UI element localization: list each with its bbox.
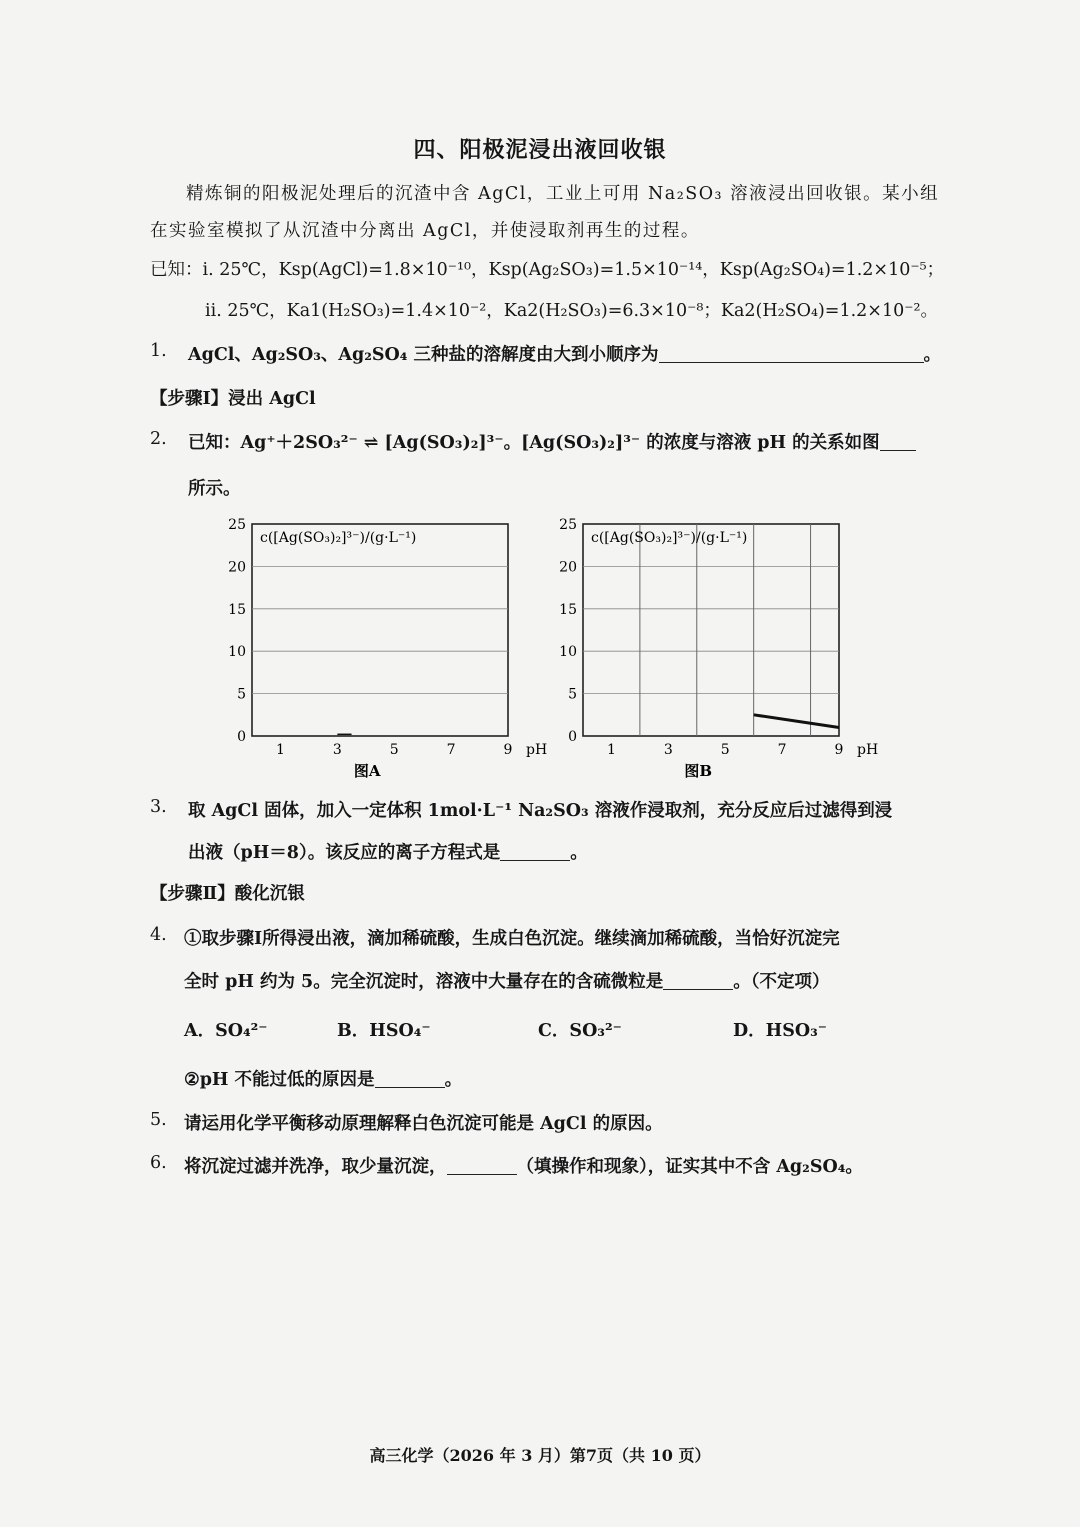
q1-number: 1.: [150, 341, 167, 361]
q1-text: [188, 341, 941, 366]
y-tick-label: 5: [568, 686, 577, 703]
y-axis-label: c([Ag(SO₃)₂]³⁻)/(g·L⁻¹): [591, 530, 748, 546]
q2-number: 2.: [150, 429, 167, 449]
x-tick-label: 3: [332, 742, 342, 758]
q6-answer-blank[interactable]: [447, 1156, 517, 1175]
q3-end: 。: [570, 843, 588, 863]
x-axis-label: pH: [857, 742, 879, 758]
q3-answer-blank[interactable]: [500, 842, 570, 861]
x-tick-label: 9: [503, 742, 513, 758]
q4-sub2-end: 。: [444, 1070, 463, 1090]
q2-text: [188, 429, 916, 454]
y-tick-label: 15: [228, 601, 246, 618]
option-a[interactable]: A．SO₄²⁻: [184, 1021, 268, 1041]
q4-text-2-wrap: [184, 968, 829, 993]
x-tick-label: 1: [275, 742, 285, 758]
step-2-heading: 【步骤Ⅱ】酸化沉银: [150, 884, 305, 904]
x-tick-label: 5: [389, 742, 399, 758]
q2-text-2: 所示。: [188, 479, 241, 499]
option-d[interactable]: D．HSO₃⁻: [733, 1021, 827, 1041]
y-axis-label: c([Ag(SO₃)₂]³⁻)/(g·L⁻¹): [260, 530, 417, 546]
figure-title: 图A: [353, 762, 381, 780]
y-tick-label: 20: [559, 559, 577, 576]
intro-line-2: 在实验室模拟了从沉渣中分离出 AgCl，并使浸取剂再生的过程。: [150, 221, 700, 241]
x-tick-label: 3: [663, 742, 673, 758]
q3-text-2-wrap: [188, 839, 588, 864]
q3-text: 取 AgCl 固体，加入一定体积 1mol·L⁻¹ Na₂SO₃ 溶液作浸取剂，充分反应后过滤得到浸: [188, 801, 893, 821]
q4-answer-blank[interactable]: [663, 971, 733, 990]
x-tick-label: 9: [834, 742, 844, 758]
q6-number: 6.: [150, 1153, 167, 1173]
step-1-heading: 【步骤Ⅰ】浸出 AgCl: [150, 389, 316, 409]
x-axis-label: pH: [526, 742, 548, 758]
q1-answer-blank[interactable]: [659, 344, 924, 363]
known-ii: ii. 25℃，Ka1(H₂SO₃)=1.4×10⁻²，Ka2(H₂SO₃)=6.3×10⁻⁸；Ka2(H₂SO₄)=1.2×10⁻²。: [205, 301, 938, 321]
option-b[interactable]: B．HSO₄⁻: [337, 1021, 431, 1041]
option-c[interactable]: C．SO₃²⁻: [538, 1021, 622, 1041]
y-tick-label: 15: [559, 601, 577, 618]
q1-end: 。: [923, 345, 942, 365]
plot-frame: [583, 524, 839, 736]
q6-end: （填操作和现象），证实其中不含 Ag₂SO₄。: [516, 1157, 863, 1177]
q1-stem: AgCl、Ag₂SO₃、Ag₂SO₄ 三种盐的溶解度由大到小顺序为: [188, 345, 659, 365]
q2-stem: 已知：Ag⁺＋2SO₃²⁻ ⇌ [Ag(SO₃)₂]³⁻。[Ag(SO₃)₂]³⁻ 的浓度与溶液 pH 的关系如图: [188, 433, 880, 453]
chart-figure-b: [553, 512, 893, 782]
q4-sub2-answer-blank[interactable]: [375, 1069, 445, 1088]
q4-stem-2-end: 。（不定项）: [733, 972, 830, 992]
q3-number: 3.: [150, 797, 167, 817]
x-tick-label: 5: [720, 742, 730, 758]
q4-text: ①取步骤Ⅰ所得浸出液，滴加稀硫酸，生成白色沉淀。继续滴加稀硫酸，当恰好沉淀完: [184, 929, 840, 949]
known-i: 已知：i. 25℃，Ksp(AgCl)=1.8×10⁻¹⁰，Ksp(Ag₂SO₃)=1.5×10⁻¹⁴，Ksp(Ag₂SO₄)=1.2×10⁻⁵；: [150, 260, 945, 280]
y-tick-label: 5: [237, 686, 246, 703]
q4-sub2-wrap: [184, 1066, 462, 1091]
page-footer: 高三化学（2026 年 3 月）第7页（共 10 页）: [369, 1446, 711, 1465]
y-tick-label: 0: [237, 729, 246, 745]
q2-answer-blank[interactable]: [880, 432, 916, 451]
q4-sub2: ②pH 不能过低的原因是: [184, 1070, 375, 1090]
q6-stem: 将沉淀过滤并洗净，取少量沉淀，: [184, 1157, 447, 1177]
y-tick-label: 10: [228, 644, 246, 661]
y-tick-label: 0: [568, 729, 577, 745]
x-tick-label: 7: [446, 742, 456, 758]
q6-text-wrap: [184, 1153, 863, 1178]
intro-line-1: 精炼铜的阳极泥处理后的沉渣中含 AgCl，工业上可用 Na₂SO₃ 溶液浸出回收银。某小组: [186, 184, 940, 204]
x-tick-label: 1: [606, 742, 616, 758]
q4-number: 4.: [150, 925, 167, 945]
chart-figure-a: [222, 512, 562, 782]
y-tick-label: 10: [559, 644, 577, 661]
x-tick-label: 7: [777, 742, 787, 758]
y-tick-label: 20: [228, 559, 246, 576]
q3-stem-2: 出液（pH＝8）。该反应的离子方程式是: [188, 843, 501, 863]
q5-text: 请运用化学平衡移动原理解释白色沉淀可能是 AgCl 的原因。: [184, 1114, 663, 1134]
y-tick-label: 25: [559, 517, 577, 533]
y-tick-label: 25: [228, 517, 246, 533]
plot-frame: [252, 524, 508, 736]
section-title: 四、阳极泥浸出液回收银: [413, 137, 667, 163]
q4-stem-2: 全时 pH 约为 5。完全沉淀时，溶液中大量存在的含硫微粒是: [184, 972, 664, 992]
series-line: [754, 715, 839, 728]
q5-number: 5.: [150, 1110, 167, 1130]
figure-title: 图B: [684, 762, 713, 780]
